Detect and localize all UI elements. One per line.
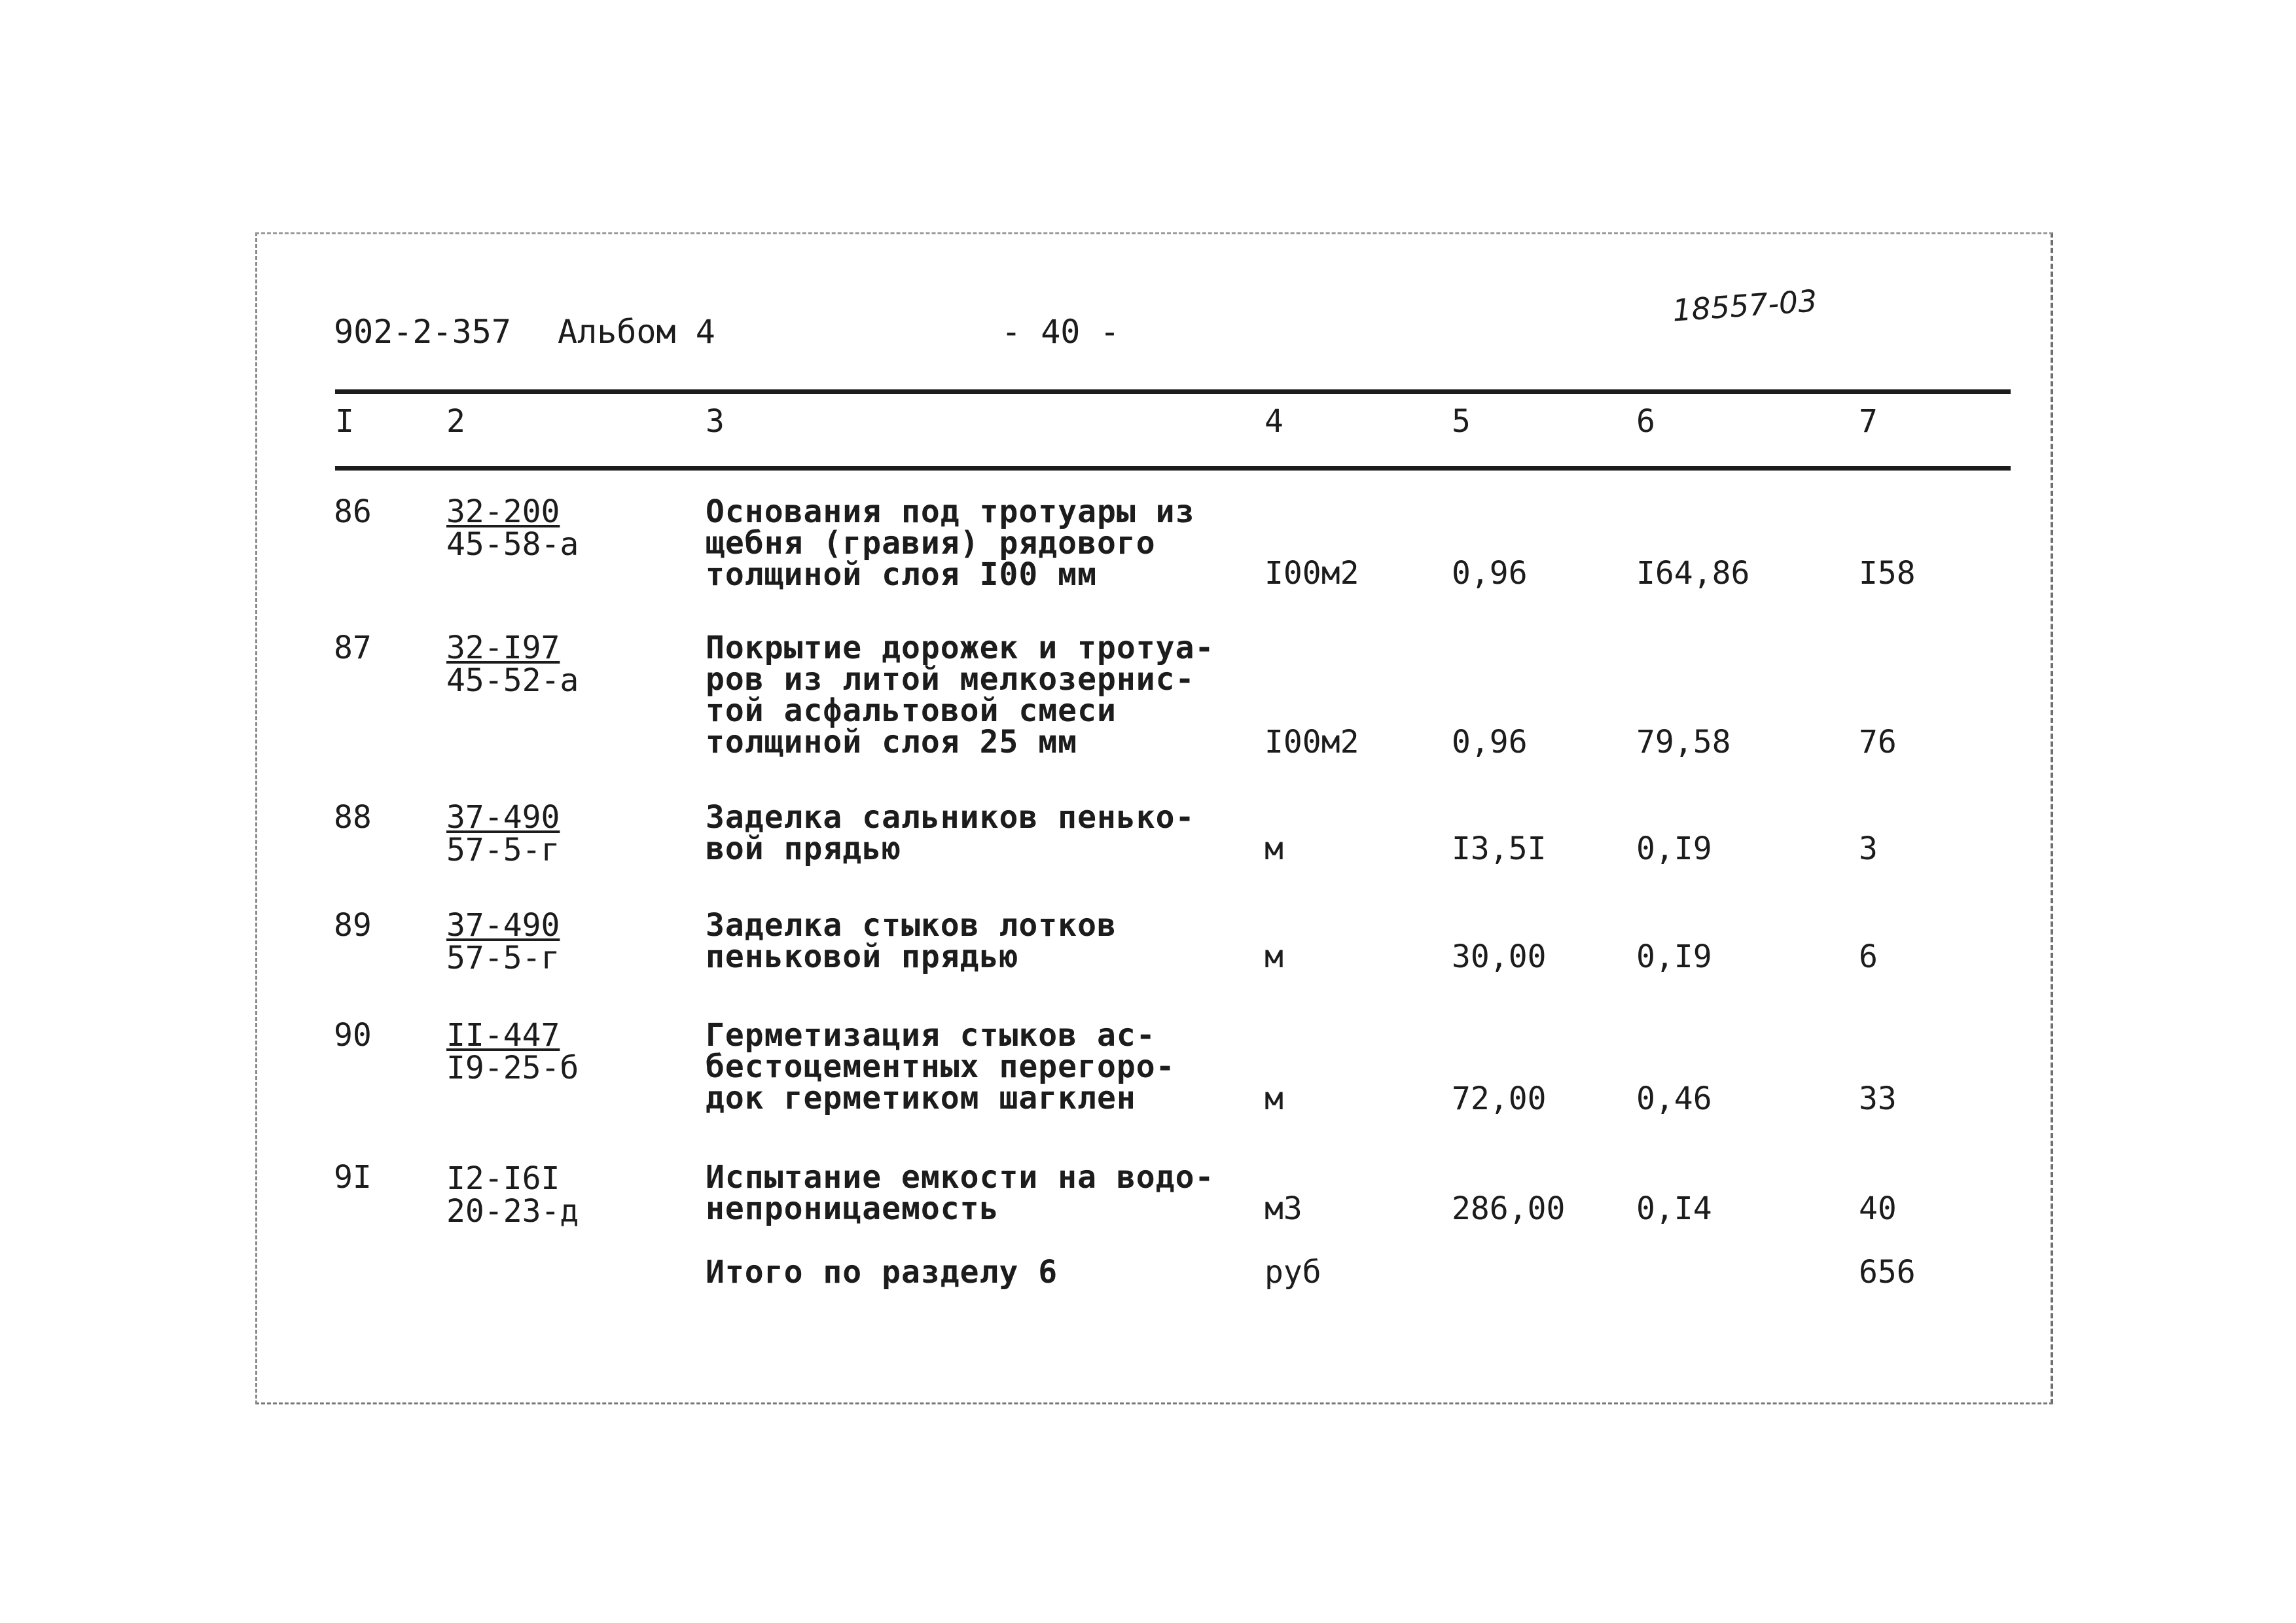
work-description: Заделка стыков лотков пеньковой прядью <box>706 907 1117 975</box>
rate-code-top: 37-490 <box>446 799 560 836</box>
quantity: 72,00 <box>1452 1080 1547 1117</box>
rate-code <box>446 630 579 699</box>
unit-price: 0,I9 <box>1636 830 1712 867</box>
rate-code <box>446 1160 579 1230</box>
rate-code-bottom: 57-5-г <box>446 940 560 976</box>
column-header-7: 7 <box>1859 403 1878 440</box>
unit-price: 0,I9 <box>1636 938 1712 975</box>
inventory-stamp: 18557-03 <box>1671 283 1819 329</box>
header-bottom-rule <box>335 466 2011 471</box>
total-cost: 6 <box>1859 938 1878 975</box>
rate-code-top: 32-200 <box>446 493 560 530</box>
unit-price: 0,46 <box>1636 1080 1712 1117</box>
work-description: Испытание емкости на водо- непроницаемость <box>706 1159 1215 1227</box>
work-description: Заделка сальников пенько- вой прядью <box>706 799 1195 867</box>
rate-code <box>446 493 579 563</box>
unit: м <box>1265 938 1283 975</box>
total-cost: 40 <box>1859 1190 1897 1227</box>
column-header-5: 5 <box>1452 403 1471 440</box>
work-description: Герметизация стыков ас- бестоцементных перегоро- док герметиком шагклен <box>706 1017 1175 1116</box>
column-header-1: I <box>335 403 354 440</box>
summary-label: Итого по разделу 6 <box>706 1254 1058 1291</box>
unit-price: I64,86 <box>1636 555 1750 592</box>
unit: I00м2 <box>1265 724 1359 760</box>
rate-code-bottom: 20-23-д <box>446 1193 579 1230</box>
album-label: Альбом 4 <box>558 313 715 351</box>
row-number: 86 <box>334 493 372 530</box>
total-cost: 3 <box>1859 830 1878 867</box>
summary-total: 656 <box>1859 1254 1916 1291</box>
row-number: 87 <box>334 630 372 666</box>
row-number: 89 <box>334 907 372 944</box>
unit: I00м2 <box>1265 555 1359 592</box>
quantity: I3,5I <box>1452 830 1547 867</box>
unit: м3 <box>1265 1190 1302 1227</box>
rate-code-bottom: I9-25-б <box>446 1050 579 1086</box>
summary-unit: руб <box>1265 1254 1321 1291</box>
rate-code-top: I2-I6I <box>446 1160 560 1197</box>
rate-code <box>446 799 560 868</box>
total-cost: I58 <box>1859 555 1916 592</box>
rate-code <box>446 907 560 976</box>
work-description: Основания под тротуары из щебня (гравия) рядового толщиной слоя I00 мм <box>706 493 1195 593</box>
rate-code-bottom: 57-5-г <box>446 832 560 868</box>
rate-code <box>446 1017 579 1086</box>
unit-price: 79,58 <box>1636 724 1731 760</box>
rate-code-bottom: 45-52-а <box>446 662 579 699</box>
rate-code-top: 37-490 <box>446 907 560 944</box>
row-number: 90 <box>334 1017 372 1054</box>
row-number: 9I <box>334 1159 372 1196</box>
quantity: 0,96 <box>1452 724 1528 760</box>
rate-code-bottom: 45-58-а <box>446 526 579 563</box>
unit-price: 0,I4 <box>1636 1190 1712 1227</box>
total-cost: 33 <box>1859 1080 1897 1117</box>
unit: м <box>1265 830 1283 867</box>
document-code: 902-2-357 <box>334 313 511 351</box>
column-header-2: 2 <box>446 403 465 440</box>
quantity: 286,00 <box>1452 1190 1566 1227</box>
column-header-6: 6 <box>1636 403 1655 440</box>
column-header-3: 3 <box>706 403 725 440</box>
unit: м <box>1265 1080 1283 1117</box>
total-cost: 76 <box>1859 724 1897 760</box>
row-number: 88 <box>334 799 372 836</box>
quantity: 30,00 <box>1452 938 1547 975</box>
column-header-4: 4 <box>1265 403 1283 440</box>
work-description: Покрытие дорожек и тротуа- ров из литой мелкозернис- той асфальтовой смеси толщиной слоя 25 мм <box>706 630 1215 760</box>
rate-code-top: II-447 <box>446 1017 560 1054</box>
quantity: 0,96 <box>1452 555 1528 592</box>
table-top-rule <box>335 389 2011 394</box>
rate-code-top: 32-I97 <box>446 630 560 666</box>
page-number: - 40 - <box>1001 313 1120 351</box>
